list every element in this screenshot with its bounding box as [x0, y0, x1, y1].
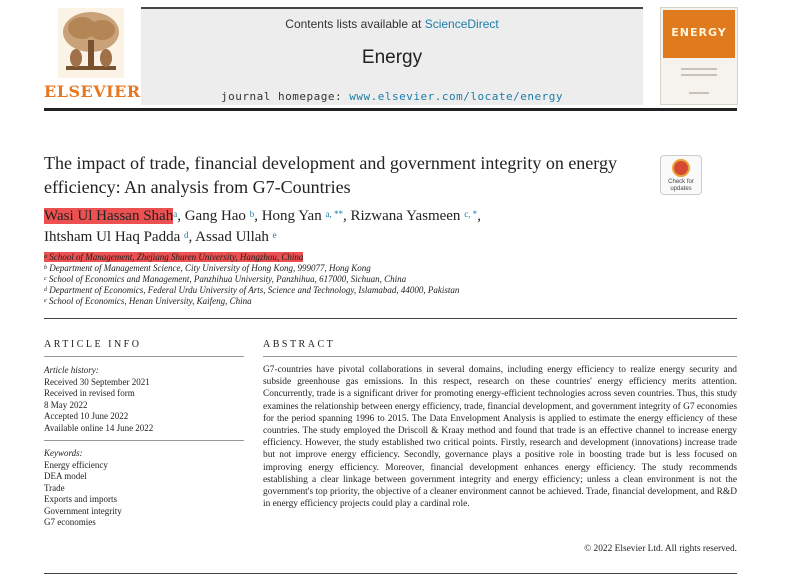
- keyword-item[interactable]: Exports and imports: [44, 494, 117, 504]
- abstract-heading: ABSTRACT: [263, 339, 336, 350]
- crossmark-icon: [672, 159, 690, 177]
- author-name[interactable]: Hong Yan: [261, 208, 322, 224]
- cover-line: [689, 92, 709, 94]
- keyword-item[interactable]: Government integrity: [44, 505, 122, 516]
- keyword-item[interactable]: Trade: [44, 482, 65, 493]
- section-rule: [44, 318, 737, 319]
- author-separator: ,: [254, 208, 262, 224]
- keywords-block: [44, 448, 244, 529]
- affiliation-text: School of Management, Zhejiang Shuren University, Hangzhou, China: [49, 252, 304, 262]
- author-name[interactable]: Wasi Ul Hassan Shah: [44, 208, 174, 224]
- keyword-item[interactable]: DEA model: [44, 471, 87, 481]
- affiliation-text: School of Economics, Henan University, Kaifeng, China: [48, 296, 252, 306]
- homepage-link[interactable]: www.elsevier.com/locate/energy: [349, 90, 563, 103]
- author-separator: ,: [477, 208, 481, 224]
- keyword-item[interactable]: G7 economies: [44, 517, 96, 527]
- journal-name[interactable]: Energy: [361, 47, 423, 68]
- homepage-prefix: journal homepage:: [221, 90, 350, 103]
- affiliation-marker: b: [44, 265, 47, 271]
- copyright-notice: © 2022 Elsevier Ltd. All rights reserved.: [584, 544, 737, 554]
- author-name[interactable]: Ihtsham Ul Haq Padda: [44, 229, 181, 245]
- article-title: The impact of trade, financial development and government integrity on energy efficiency: An analysis from G7-Countries: [44, 153, 617, 197]
- affiliation-marker: c: [44, 276, 47, 282]
- check-for-updates-button[interactable]: [660, 155, 702, 195]
- author-name[interactable]: Assad Ullah: [195, 229, 269, 245]
- keyword-item[interactable]: Energy efficiency: [44, 459, 108, 470]
- author-separator: ,: [188, 229, 196, 245]
- affiliation-item: [44, 263, 694, 274]
- author-name[interactable]: Gang Hao: [184, 208, 246, 224]
- affiliation-item: [44, 252, 694, 263]
- footer-rule: [44, 573, 737, 574]
- history-item: 8 May 2022: [44, 399, 88, 410]
- homepage-line: [141, 90, 643, 103]
- affiliation-text: School of Economics and Management, Panzhihua University, Panzhihua, 617000, Sichuan, China: [48, 274, 407, 284]
- contents-prefix: Contents lists available at: [285, 17, 425, 31]
- author-affil-ref[interactable]: b: [249, 209, 255, 219]
- affiliation-list: [44, 252, 694, 307]
- affiliation-item: [44, 296, 694, 307]
- cover-title: ENERGY: [671, 26, 727, 39]
- info-rule: [44, 356, 244, 357]
- contents-line: [141, 17, 643, 31]
- crossmark-line2: updates: [670, 186, 692, 192]
- affiliation-item: [44, 285, 694, 296]
- author-list: [44, 206, 694, 248]
- abstract-text: G7-countries have pivotal collaborations in several domains, including energy efficiency to realize energy security and subside greenhouse gas emissions. In this respect, research on these countries' energy efficiency merits attention. Concurrently, trade is a significant driver for promoting energy-efficient technologies across seven countries. Thus, this study examines the relationship between energy efficiency, trade, financial development, and government integrity of G7 economies for the period spanning 1996 to 2015. The Data Envelopment Analysis is applied to estimate the energy efficiency of these countries. The study employed the Driscoll & Kraay method and found that trade is an effective channel to increase energy efficiency. However, the study established two critical points. Firstly, research and development (innovations) increase trade but not improve energy efficiency. Secondly, governance plays a positive role in boosting trade but is less focused on improving energy efficiency. Moreover, financial development enhances energy efficiency. The study recommends establishing a clear linkage between government integrity and energy efficiency; unless a clean environment is not the government's top priority, the objective of a cleaner environment cannot be achieved. Trade, financial development, and R&D in energy efficiency projects could play a cardinal role.: [263, 365, 737, 510]
- author-separator: ,: [342, 208, 351, 224]
- affiliation-text: Department of Economics, Federal Urdu University of Arts, Science and Technology, Islamabad, 44000, Pakistan: [49, 285, 460, 295]
- sciencedirect-link[interactable]: ScienceDirect: [424, 17, 499, 31]
- affiliation-marker: d: [44, 287, 47, 293]
- author-name[interactable]: Rizwana Yasmeen: [350, 208, 461, 224]
- info-rule: [44, 440, 244, 441]
- author-affil-ref[interactable]: e: [272, 230, 277, 240]
- header-rule: [44, 108, 737, 111]
- elsevier-logo[interactable]: [44, 6, 141, 104]
- article-info-heading: ARTICLE INFO: [44, 339, 142, 350]
- history-item: Received 30 September 2021: [44, 376, 150, 387]
- history-item: Accepted 10 June 2022: [44, 411, 129, 421]
- journal-banner: [141, 7, 643, 105]
- keywords-label: Keywords:: [44, 448, 83, 458]
- crossmark-label: [661, 179, 701, 193]
- author-affil-ref[interactable]: a: [173, 209, 178, 219]
- crossmark-line1: Check for: [668, 179, 694, 185]
- affiliation-item: [44, 274, 694, 285]
- cover-line: [681, 68, 717, 70]
- author-separator: ,: [177, 208, 185, 224]
- author-affil-ref[interactable]: d: [183, 230, 189, 240]
- history-label: Article history:: [44, 365, 99, 375]
- cover-line: [681, 74, 717, 76]
- affiliation-marker: a: [44, 254, 47, 260]
- abstract-rule: [263, 356, 737, 357]
- author-affil-ref[interactable]: a, **: [325, 209, 343, 219]
- history-item: Available online 14 June 2022: [44, 422, 154, 433]
- author-affil-ref[interactable]: c, *: [464, 209, 478, 219]
- affiliation-marker: e: [44, 298, 47, 304]
- journal-cover[interactable]: [660, 7, 738, 105]
- affiliation-text: Department of Management Science, City University of Hong Kong, 999077, Hong Kong: [49, 263, 371, 273]
- elsevier-tree-icon: [58, 8, 124, 78]
- history-item: Received in revised form: [44, 388, 135, 398]
- article-history: [44, 365, 244, 434]
- publisher-name: ELSEVIER: [44, 82, 141, 101]
